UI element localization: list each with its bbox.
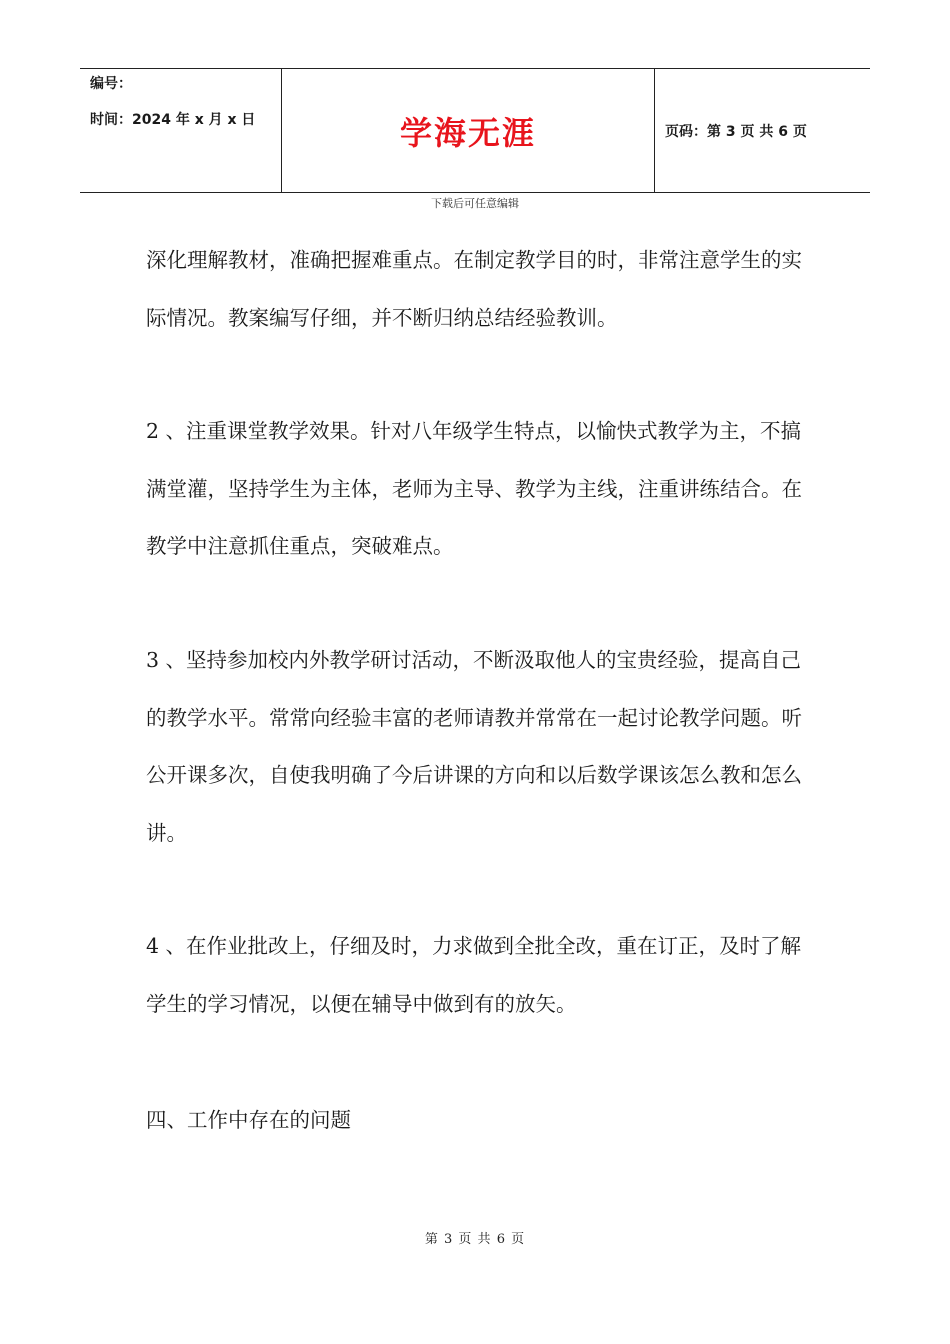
paragraph: 2 、注重课堂教学效果。针对八年级学生特点，以愉快式教学为主，不搞满堂灌，坚持学生为主体，老师为主导、教学为主线，注重讲练结合。在教学中注意抓住重点，突破难点。 xyxy=(146,419,802,559)
document-time-label: 时间：2024 年 x 月 x 日 xyxy=(90,112,256,128)
header-meta-cell xyxy=(80,69,282,192)
brand-title: 学海无涯 xyxy=(399,113,536,152)
paragraph: 3 、坚持参加校内外教学研讨活动，不断汲取他人的宝贵经验，提高自己的教学水平。常常向经验丰富的老师请教并常常在一起讨论教学问题。听公开课多次，自使我明确了今后讲课的方向和以后数学课该怎么教和怎么讲。 xyxy=(146,647,802,845)
page-footer: 第 3 页 共 6 页 xyxy=(424,1232,526,1247)
header-page-cell xyxy=(655,69,870,192)
paragraph: 深化理解教材，准确把握难重点。在制定教学目的时，非常注意学生的实际情况。教案编写仔细，并不断归纳总结经验教训。 xyxy=(146,248,802,330)
document-number-label: 编号： xyxy=(90,76,132,92)
paragraph: 4 、在作业批改上，仔细及时，力求做到全批全改，重在订正，及时了解学生的学习情况，以便在辅导中做到有的放矢。 xyxy=(146,934,802,1016)
document-body xyxy=(146,232,816,1149)
download-note: 下载后可任意编辑 xyxy=(431,197,519,210)
section-heading: 四、工作中存在的问题 xyxy=(146,1107,351,1132)
header-brand-cell xyxy=(282,69,655,192)
document-header xyxy=(80,68,870,193)
page-code-label: 页码：第 3 页 共 6 页 xyxy=(665,123,807,140)
